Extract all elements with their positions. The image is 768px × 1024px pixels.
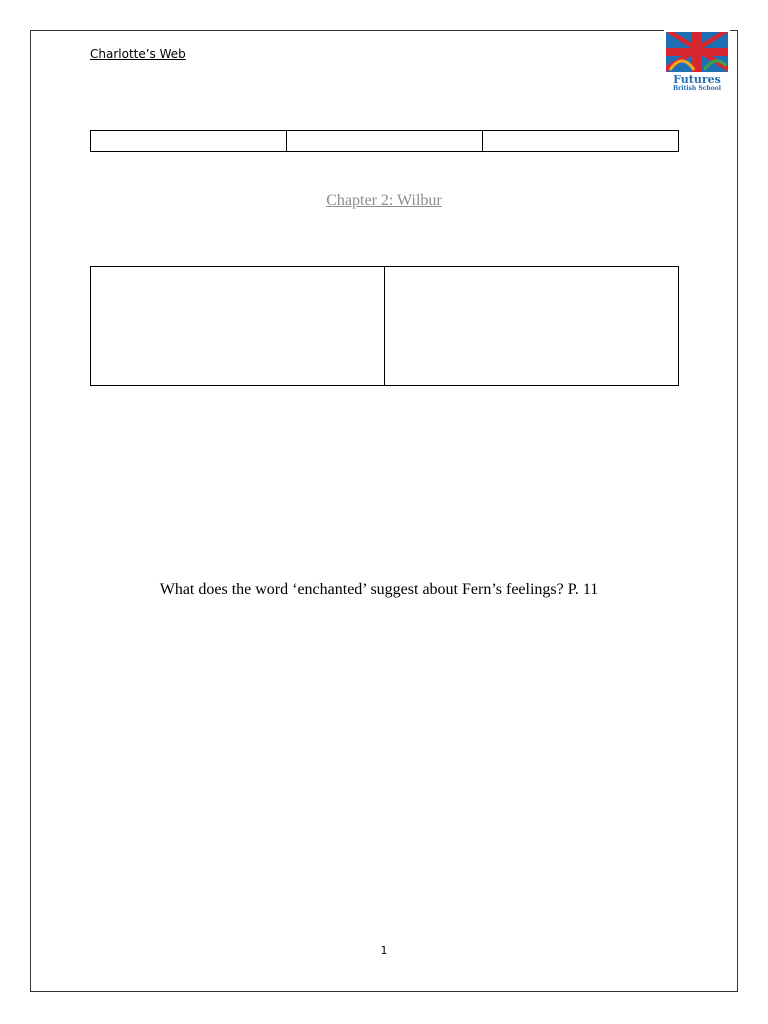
- question-text: What does the word ‘enchanted’ suggest about Fern’s feelings? P. 11: [159, 581, 599, 598]
- logo-subtitle: British School: [672, 85, 722, 92]
- info-cell-3[interactable]: [483, 131, 679, 152]
- document-title: Charlotte’s Web: [90, 47, 186, 61]
- page-number: 1: [380, 944, 388, 957]
- info-table: [90, 130, 679, 152]
- answer-table: [90, 266, 679, 386]
- chapter-heading: Chapter 2: Wilbur: [326, 192, 442, 209]
- info-cell-1[interactable]: [91, 131, 287, 152]
- logo-name: Futures: [673, 73, 721, 86]
- union-flag-icon: [664, 30, 730, 74]
- answer-box-left[interactable]: [91, 267, 385, 386]
- school-logo: [664, 30, 730, 94]
- answer-box-right[interactable]: [385, 267, 679, 386]
- info-cell-2[interactable]: [287, 131, 483, 152]
- page-border: [30, 30, 738, 992]
